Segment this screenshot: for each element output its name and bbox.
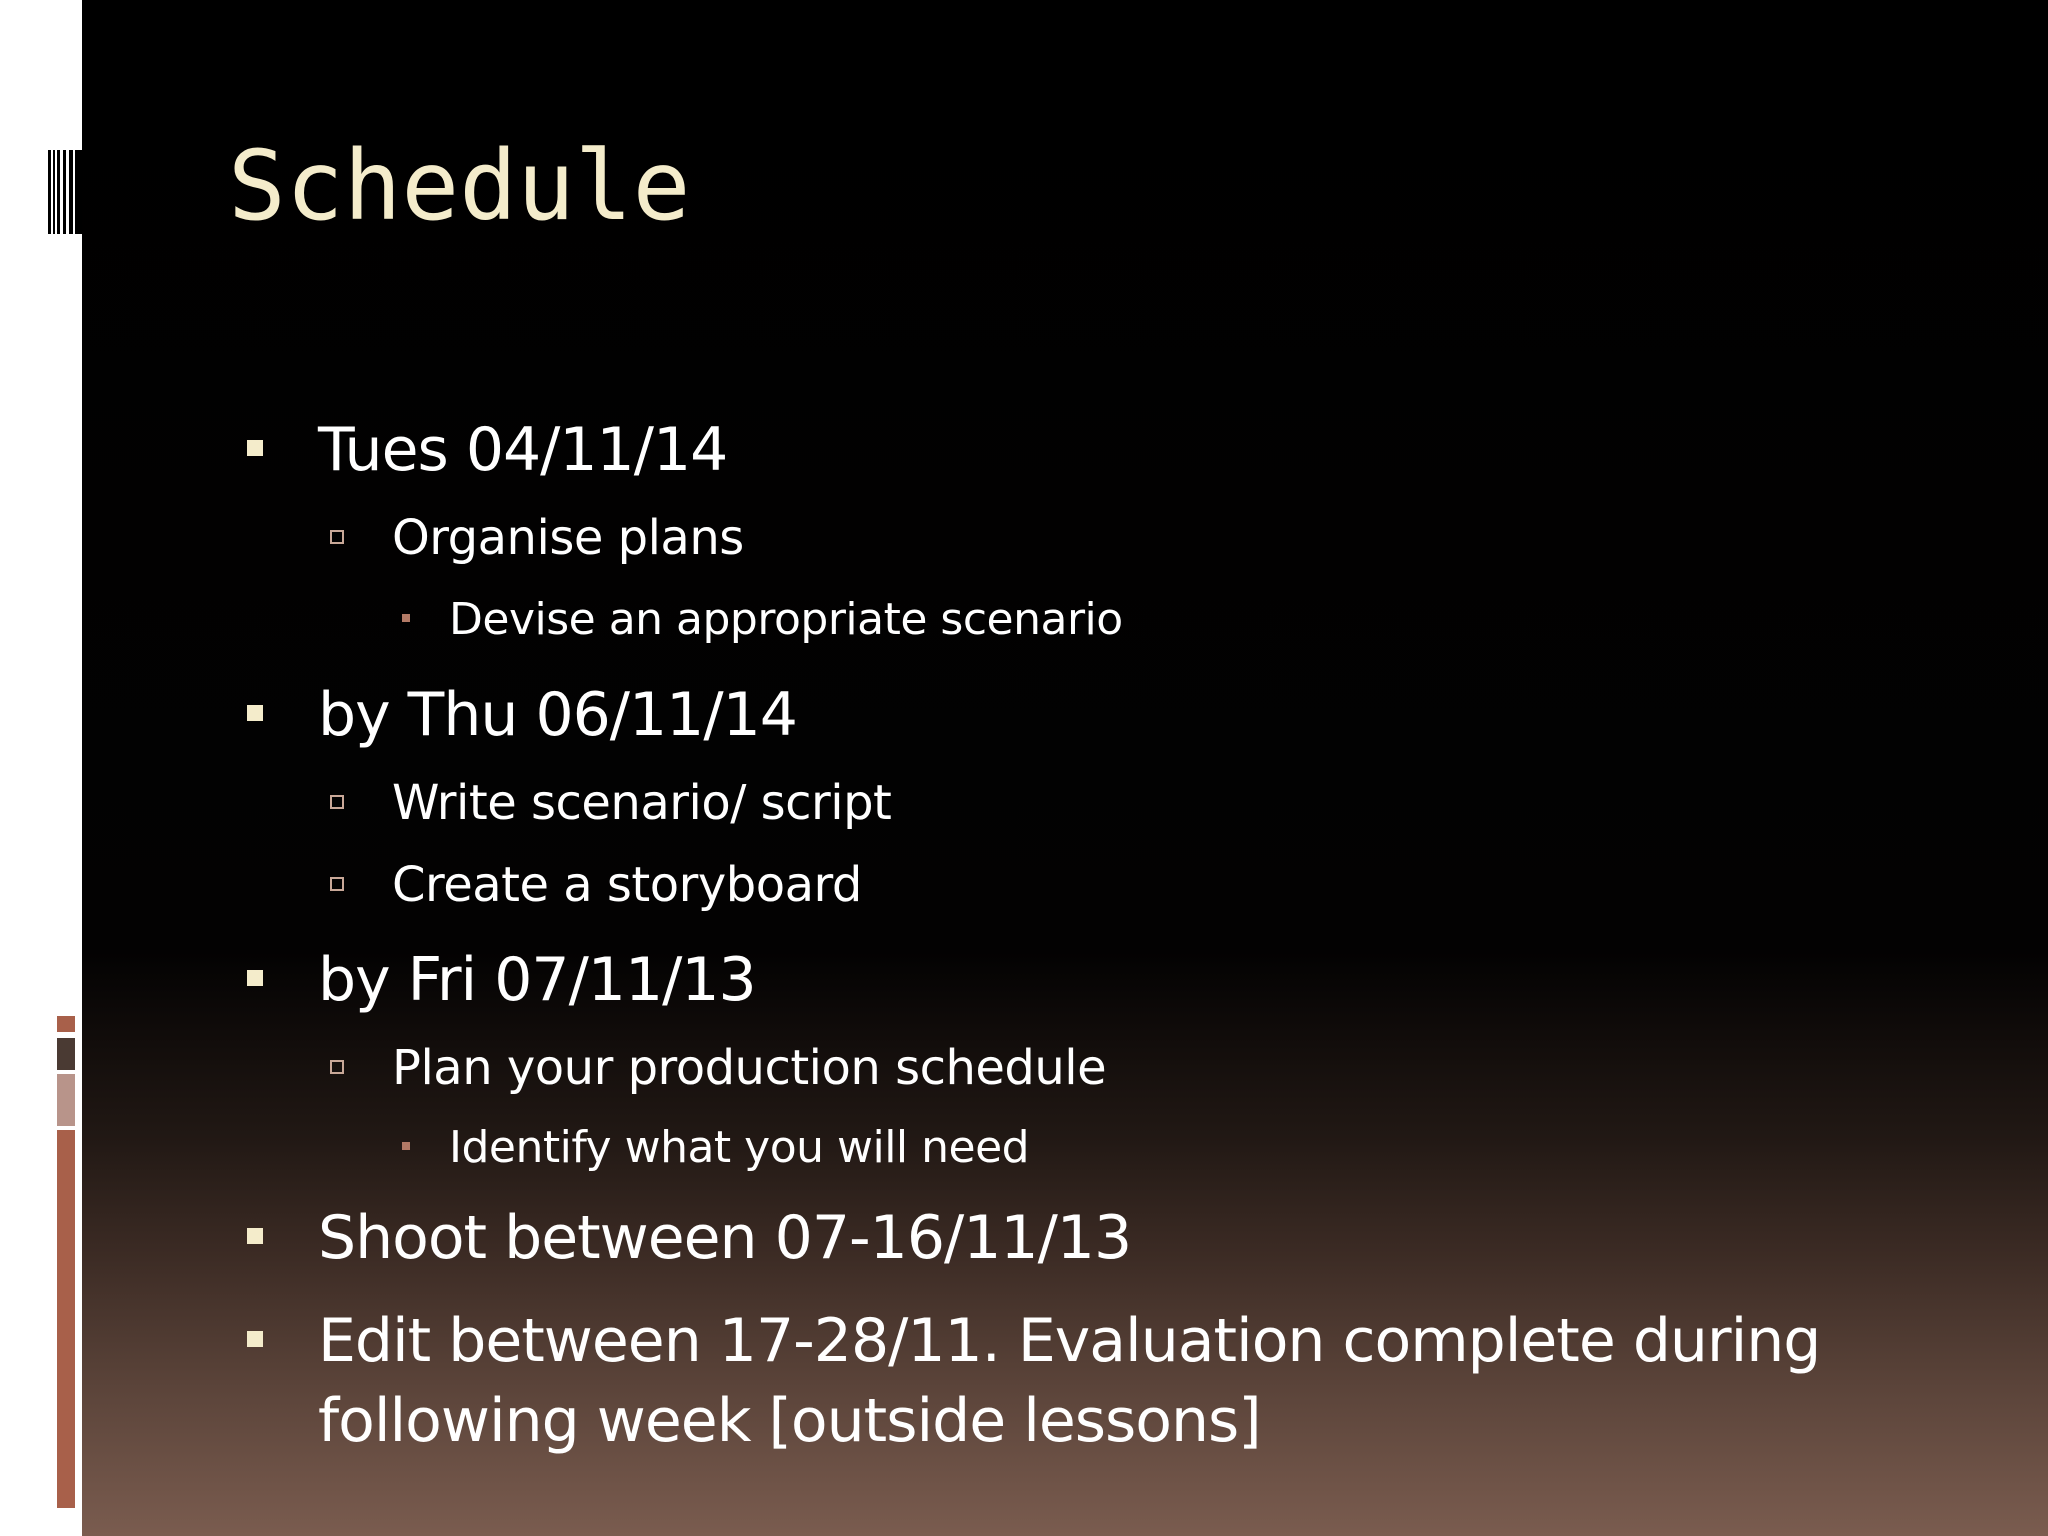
bullet-marker [402,1142,410,1150]
list-item: Identify what you will need [449,1122,1030,1173]
list-item: Devise an appropriate scenario [449,594,1123,645]
list-item: by Fri 07/11/13 [318,945,756,1015]
list-item: by Thu 06/11/14 [318,680,797,750]
bullet-marker [247,705,263,721]
bullet-marker [247,1228,263,1244]
bullet-marker [330,877,344,891]
bullet-marker [247,440,263,456]
list-item: Tues 04/11/14 [318,415,728,485]
bullet-marker [247,1331,263,1347]
list-item-line: following week [outside lessons] [318,1386,1261,1456]
slide-title: Schedule [228,130,691,242]
list-item: Plan your production schedule [392,1040,1107,1096]
list-item: Write scenario/ script [392,775,892,831]
bullet-marker [330,530,344,544]
list-item: Create a storyboard [392,857,862,913]
list-item: Organise plans [392,510,744,566]
bullet-marker [330,1060,344,1074]
bullet-marker [402,614,410,622]
bullet-marker [330,795,344,809]
bullet-marker [247,970,263,986]
list-item-line: Edit between 17-28/11. Evaluation complete during [318,1306,1821,1376]
list-item: Shoot between 07-16/11/13 [318,1203,1132,1273]
